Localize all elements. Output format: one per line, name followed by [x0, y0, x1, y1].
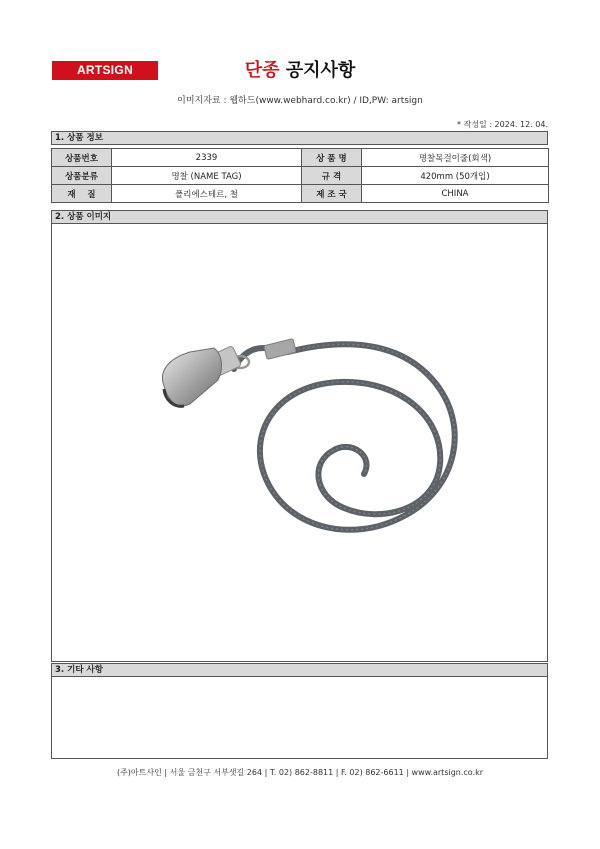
label-category: 상품분류	[52, 167, 112, 185]
title-accent: 단종	[244, 60, 280, 81]
etc-notes-area	[51, 677, 548, 759]
section-product-image: 2. 상품 이미지	[51, 210, 548, 224]
value-category: 명찰 (NAME TAG)	[112, 167, 302, 185]
value-product-number: 2339	[112, 149, 302, 167]
label-product-name: 상 품 명	[302, 149, 362, 167]
page-title	[0, 56, 600, 82]
label-origin: 제 조 국	[302, 185, 362, 203]
label-material: 재 질	[52, 185, 112, 203]
label-size: 규 격	[302, 167, 362, 185]
lanyard-image	[52, 224, 547, 661]
value-product-name: 명찰목걸이줄(회색)	[362, 149, 549, 167]
section-etc: 3. 기타 사항	[51, 663, 548, 677]
table-row	[52, 149, 549, 167]
table-row	[52, 185, 549, 203]
written-date: * 작성일 : 2024. 12. 04.	[457, 120, 548, 129]
metal-clip	[162, 348, 221, 406]
company-footer: (주)아트사인 | 서울 금천구 서부샛길 264 | T. 02) 862-8811 | F. 02) 862-6611 | www.artsign.co.kr	[116, 768, 484, 777]
product-info-table	[51, 148, 549, 203]
value-origin: CHINA	[362, 185, 549, 203]
cord-crimp-end	[264, 339, 296, 360]
product-image-area	[51, 224, 548, 662]
section-product-info: 1. 상품 정보	[51, 131, 548, 145]
table-row	[52, 167, 549, 185]
value-size: 420mm (50개입)	[362, 167, 549, 185]
title-rest: 공지사항	[279, 60, 356, 81]
label-product-number: 상품번호	[52, 149, 112, 167]
value-material: 폴리에스테르, 철	[112, 185, 302, 203]
image-source-note: 이미지자료 : 웹하드(www.webhard.co.kr) / ID,PW: artsign	[177, 96, 423, 106]
brand-logo: ARTSIGN	[52, 61, 158, 80]
lanyard-cord	[234, 344, 455, 530]
